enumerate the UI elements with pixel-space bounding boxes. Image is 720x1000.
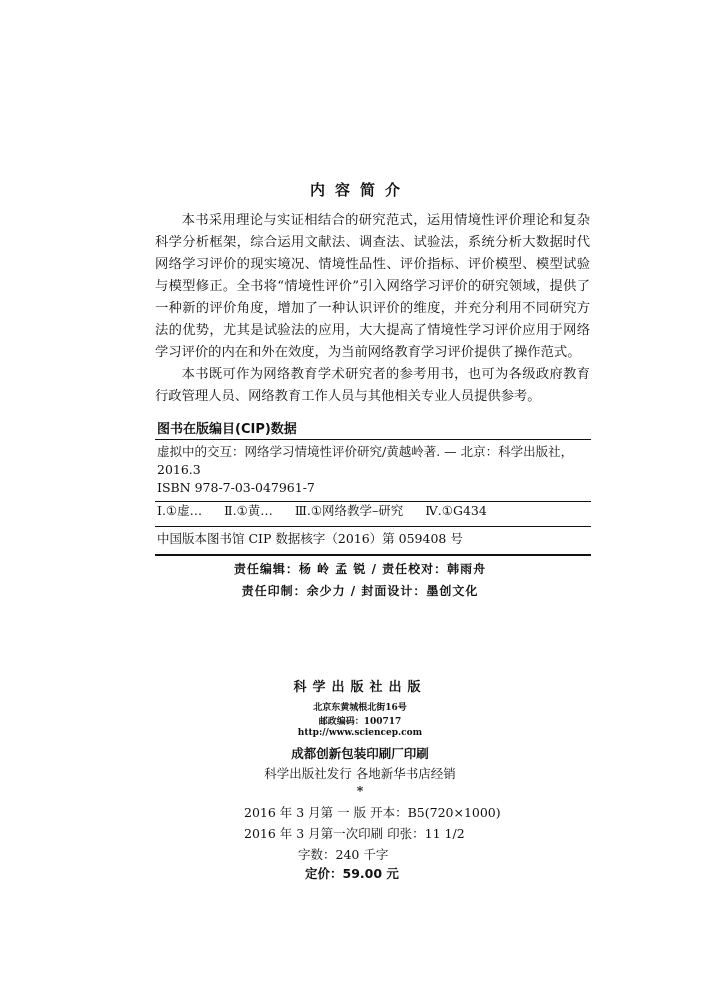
publisher-address: 北京东黄城根北街16号 [313, 703, 407, 713]
distribution-line: 科学出版社发行 各地新华书店经销 [264, 766, 456, 781]
cip-subjects [157, 502, 591, 520]
intro-paragraph-1: 本书采用理论与实证相结合的研究范式，运用情境性评价理论和复杂科学分析框架，综合运用文献法、调查法、试验法，系统分析大数据时代网络学习评价的现实境况、情境性品性、评价指标、评价模型、模型试验与模型修正。全书将“情境性评价”引入网络学习评价的研究领域，提供了一种新的评价角度，增加了一种认识评价的维度，并充分利用不同研究方法的优势，尤其是试验法的应用，大大提高了情境性学习评价应用于网络学习评价的内在和外在效度，为当前网络教育学习评价提供了操作范式。 [155, 213, 590, 360]
editors-line: 责任编辑：杨 岭 孟 锐 / 责任校对：韩雨舟 [233, 562, 487, 576]
cip-number-row [155, 526, 591, 548]
cip-number: 中国版本图书馆 CIP 数据核字（2016）第 059408 号 [157, 531, 463, 546]
price: 定价：59.00 元 [305, 866, 399, 881]
production-line: 责任印制：余少力 / 封面设计：墨创文化 [241, 584, 479, 598]
cip-subject-1: Ⅰ.①虚… [157, 503, 203, 518]
cip-subject-3: Ⅲ.①网络教学–研究 [294, 503, 404, 518]
printing-line: 2016 年 3 月第一次印刷 印张：11 1/2 [244, 826, 465, 841]
cip-heading: 图书在版编目(CIP)数据 [157, 422, 297, 437]
intro-body [155, 210, 590, 408]
separator-asterisk: * [356, 783, 364, 798]
cip-subject-4: Ⅳ.①G434 [425, 503, 487, 518]
printer-line: 成都创新包装印刷厂印刷 [291, 746, 429, 761]
cip-divider [155, 554, 591, 556]
publisher-website: http://www.sciencep.com [297, 728, 423, 738]
cip-record [155, 439, 591, 502]
cip-subject-2: Ⅱ.①黄… [224, 503, 273, 518]
intro-paragraph-2: 本书既可作为网络教育学术研究者的参考用书，也可为各级政府教育行政管理人员、网络教育工作人员与其他相关专业人员提供参考。 [155, 367, 590, 404]
cip-record-line-2: 2016.3 [157, 462, 201, 477]
intro-heading: 内容简介 [309, 181, 410, 199]
cip-isbn: ISBN 978-7-03-047961-7 [157, 480, 315, 495]
publisher-postcode: 邮政编码：100717 [318, 717, 402, 727]
edition-line: 2016 年 3 月第 一 版 开本：B5(720×1000) [244, 805, 501, 820]
word-count: 字数：240 千字 [298, 847, 389, 862]
publisher-name: 科学出版社出版 [293, 680, 427, 695]
cip-record-line-1: 虚拟中的交互：网络学习情境性评价研究/黄越岭著. — 北京：科学出版社， [157, 444, 574, 459]
